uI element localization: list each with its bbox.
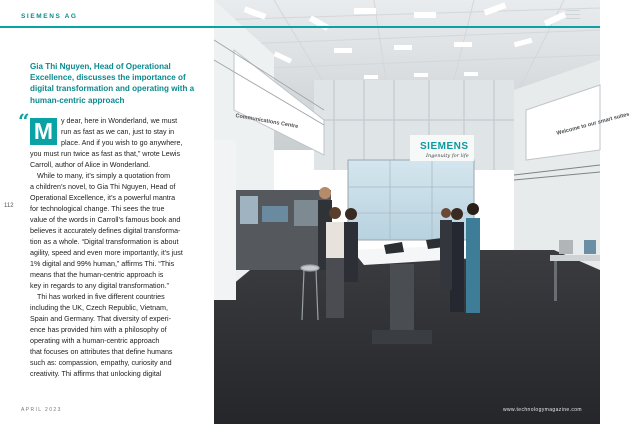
website: www.technologymagazine.com [502, 407, 582, 413]
body-line: Operational Excellence, it’s a powerful mantra [30, 194, 176, 202]
body-line: for technological change. Thi sees the true [30, 205, 165, 213]
body-line: such as: compassion, empathy, curiosity and [30, 359, 172, 367]
body-line: Thi has worked in five different countries [37, 293, 165, 301]
body-line: y dear, here in Wonderland, we must [61, 117, 178, 125]
body-line: value of the words in Carroll’s famous book and [30, 216, 181, 224]
body-line: creativity. Thi affirms that unlocking digital [30, 370, 162, 378]
office-photo [214, 0, 600, 424]
body-line: 1% digital and 99% human,” affirms Thi. “This [30, 260, 175, 268]
sign-smart-suites: Welcome to our smart suites [556, 111, 630, 137]
body-line: run as fast as we can, just to stay in [61, 128, 175, 136]
quote-mark: “ [18, 109, 30, 133]
body-line: place. And if you wish to go anywhere, [61, 139, 183, 147]
siemens-logo: SIEMENS [420, 141, 469, 152]
siemens-tagline: Ingenuity for life [426, 153, 469, 159]
left-page [0, 0, 214, 424]
issue-date: APRIL 2023 [21, 407, 62, 413]
body-line: Spain and Germany. That diversity of experi- [30, 315, 172, 323]
body-line: you must run twice as fast as that,” wrote Lewis [30, 150, 181, 158]
body-line: ence has provided him with a philosophy of [30, 326, 167, 334]
article-headline: Gia Thi Nguyen, Head of Operational Excellence, discusses the importance of digital transformation and operating with a human-centric approach [30, 62, 195, 105]
header-rule [0, 26, 600, 28]
menu-icon[interactable] [566, 10, 580, 20]
drop-cap: M [30, 118, 57, 145]
body-line: including the UK, Czech Republic, Vietnam, [30, 304, 168, 312]
body-line: believes it accurately defines digital transforma- [30, 227, 181, 235]
body-line: a children’s novel, to Gia Thi Nguyen, Head of [30, 183, 176, 191]
body-line: agility, speed and even more importantly, it’s just [30, 249, 183, 257]
body-line: Carroll, author of Alice in Wonderland. [30, 161, 151, 169]
body-line: key in regards to any digital transformation.” [30, 282, 169, 290]
page-number: 112 [4, 203, 14, 209]
body-line: tion as a whole. “Digital transformation is about [30, 238, 179, 246]
publication-brand: SIEMENS AG [21, 13, 78, 20]
body-line: that focuses on attributes that define humans [30, 348, 173, 356]
body-line: means that the human-centric approach is [30, 271, 164, 279]
body-line: operating with a human-centric approach [30, 337, 160, 345]
sign-communications: Communications Centre [234, 113, 299, 130]
body-line: While to many, it’s simply a quotation from [37, 172, 171, 180]
